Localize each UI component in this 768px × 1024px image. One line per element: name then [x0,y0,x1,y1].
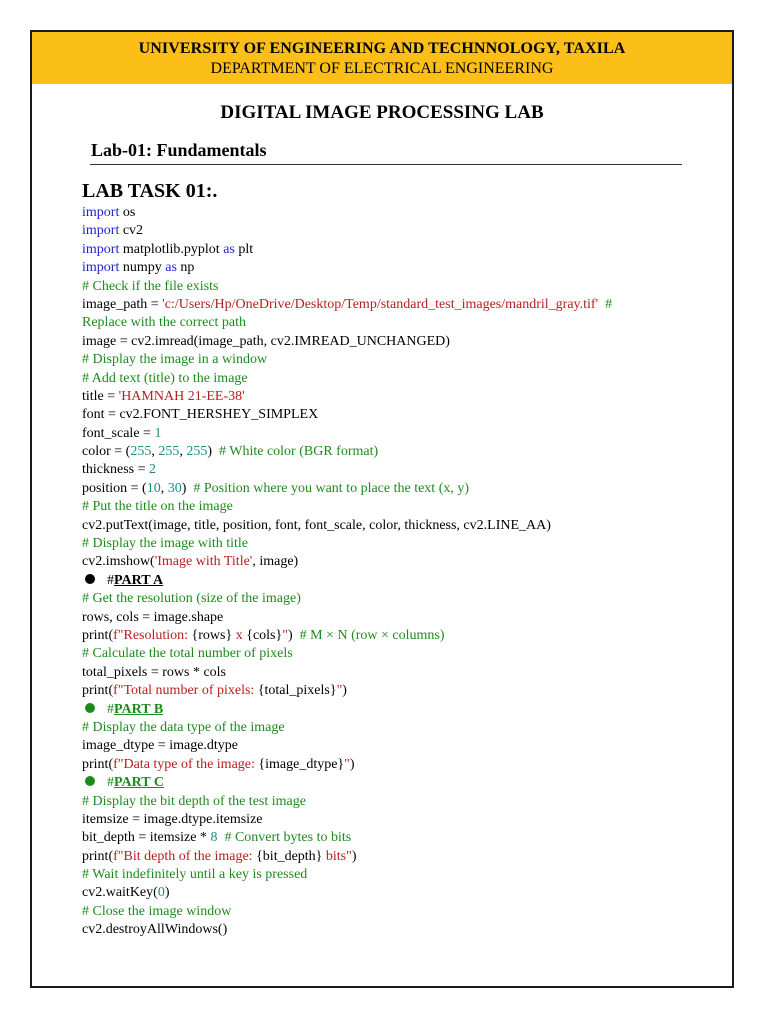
string-literal: 'Image with Title' [154,554,253,570]
hash-mark: # [107,572,114,588]
keyword: import [82,205,120,220]
number-literal: 0 [157,885,165,901]
code-text: print( [82,756,114,772]
code-text: print( [82,848,114,864]
code-text: {cols} [246,627,283,643]
code-comment: # Display the data type of the image [82,719,285,735]
number-literal: 255 [186,444,208,460]
code-text: , [179,444,187,460]
code-text: title = [82,388,119,404]
code-line: itemsize = image.dtype.itemsize [82,811,263,827]
code-text: print( [82,627,114,643]
number-literal: 1 [154,425,162,441]
number-literal: 255 [158,444,180,460]
code-text: ) [342,683,347,699]
code-text: {image_dtype} [258,756,345,772]
code-line [82,553,722,571]
code-text: color = ( [82,444,131,460]
code-comment: # Position where you want to place the text (x, y) [193,480,470,496]
code-line [82,388,722,406]
code-comment: # Get the resolution (size of the image) [82,591,301,607]
code-comment: # Display the image with title [82,536,249,552]
code-line: image_dtype = image.dtype [82,738,239,754]
divider [90,164,682,165]
part-label: PART B [114,701,164,717]
number-literal: 8 [210,830,218,846]
code-comment: # Display the image in a window [82,352,268,368]
code-text: print( [82,683,114,699]
code-comment: Replace with the correct path [82,315,247,331]
code-comment: # Add text (title) to the image [82,370,248,386]
code-text: ) [351,848,357,864]
code-text: matplotlib.pyplot [119,241,224,257]
code-text: numpy [119,260,166,276]
code-comment: # White color (BGR format) [219,444,379,460]
code-line [82,425,722,443]
code-text: cv2 [119,223,144,239]
code-text: os [119,205,136,220]
code-line [82,480,722,498]
code-text: {total_pixels} [257,683,337,699]
university-name: UNIVERSITY OF ENGINEERING AND TECHNNOLOGY, TAXILA [138,40,626,57]
code-line [82,461,722,479]
keyword: as [165,260,177,276]
keyword: import [82,241,120,257]
bullet-icon [85,703,95,713]
code-text: ) [181,480,194,496]
keyword: import [82,223,120,239]
hash-mark: # [107,701,114,717]
code-line: cv2.destroyAllWindows() [82,922,228,938]
part-a-heading [82,572,722,590]
hash-mark: # [107,775,114,791]
code-comment: # Close the image window [82,903,232,919]
bullet-icon [85,574,95,584]
department-name: DEPARTMENT OF ELECTRICAL ENGINEERING [210,60,554,77]
code-comment: # Check if the file exists [82,278,219,294]
code-line: cv2.putText(image, title, position, font, font_scale, color, thickness, cv2.LINE_AA) [82,517,551,533]
code-text: , image) [252,554,299,570]
code-text: image_path = [82,296,163,312]
code-line: image = cv2.imread(image_path, cv2.IMREAD_UNCHANGED) [82,333,450,349]
code-line: total_pixels = rows * cols [82,664,226,680]
number-literal: 255 [130,444,152,460]
string-literal: 'HAMNAH 21-EE-38' [118,388,245,404]
code-text: font_scale = [82,425,155,441]
page-frame [30,30,734,988]
code-line [82,848,722,866]
string-literal: " [282,627,288,643]
code-comment: # M × N (row × columns) [299,627,445,643]
code-text: ) [164,885,170,901]
string-literal: " [344,756,350,772]
code-text: ) [287,627,300,643]
lab-title: DIGITAL IMAGE PROCESSING LAB [220,102,544,123]
code-comment: # Wait indefinitely until a key is pressed [82,867,308,883]
code-text: cv2.waitKey( [82,885,158,901]
code-text: {bit_depth} [256,848,323,864]
keyword: import [82,260,120,276]
code-line: font = cv2.FONT_HERSHEY_SIMPLEX [82,407,319,423]
code-text: thickness = [82,462,149,478]
string-literal: f"Resolution: [113,627,192,643]
code-comment: # Display the bit depth of the test image [82,793,306,809]
header-banner [32,32,732,84]
code-text: , [160,480,168,496]
code-comment: # Put the title on the image [82,499,233,515]
code-text: cv2.imshow( [82,554,155,570]
code-comment: # [598,296,613,312]
number-literal: 2 [149,462,156,478]
code-text: position = ( [82,480,147,496]
task-heading: LAB TASK 01:. [82,180,218,202]
number-literal: 30 [167,480,182,496]
number-literal: 10 [146,480,161,496]
code-line [82,222,722,240]
part-label: PART C [114,775,164,791]
part-c-heading [82,774,722,792]
code-line [82,682,722,700]
code-comment: # Calculate the total number of pixels [82,646,293,662]
code-text: ) [207,444,219,460]
code-line [82,756,722,774]
part-b-heading [82,701,722,719]
code-text: plt [234,241,254,257]
code-text: {rows} [191,627,233,643]
string-literal: 'c:/Users/Hp/OneDrive/Desktop/Temp/standard_test_images/mandril_gray.tif' [162,296,599,312]
code-line [82,443,722,461]
code-line: rows, cols = image.shape [82,609,224,625]
code-line [82,259,722,277]
code-line [82,627,722,645]
bullet-icon [85,776,95,786]
string-literal: " [336,683,343,699]
code-line [82,241,722,259]
code-line [82,204,722,222]
code-line [82,829,722,847]
code-text: np [176,260,195,276]
string-literal: f"Total number of pixels: [113,683,258,699]
code-line [82,884,722,902]
keyword: as [223,241,235,257]
lab-subtitle: Lab-01: Fundamentals [91,140,267,160]
string-literal: f"Data type of the image: [113,756,259,772]
string-literal: f"Bit depth of the image: [113,848,257,864]
string-literal: bits" [322,848,352,864]
code-line [82,296,722,314]
part-label: PART A [114,572,164,588]
code-text: ) [349,756,355,772]
code-text: , [151,444,159,460]
code-comment: # Convert bytes to bits [224,830,352,846]
code-text: bit_depth = itemsize * [82,830,211,846]
string-literal: x [232,627,247,643]
code-listing [82,204,722,940]
